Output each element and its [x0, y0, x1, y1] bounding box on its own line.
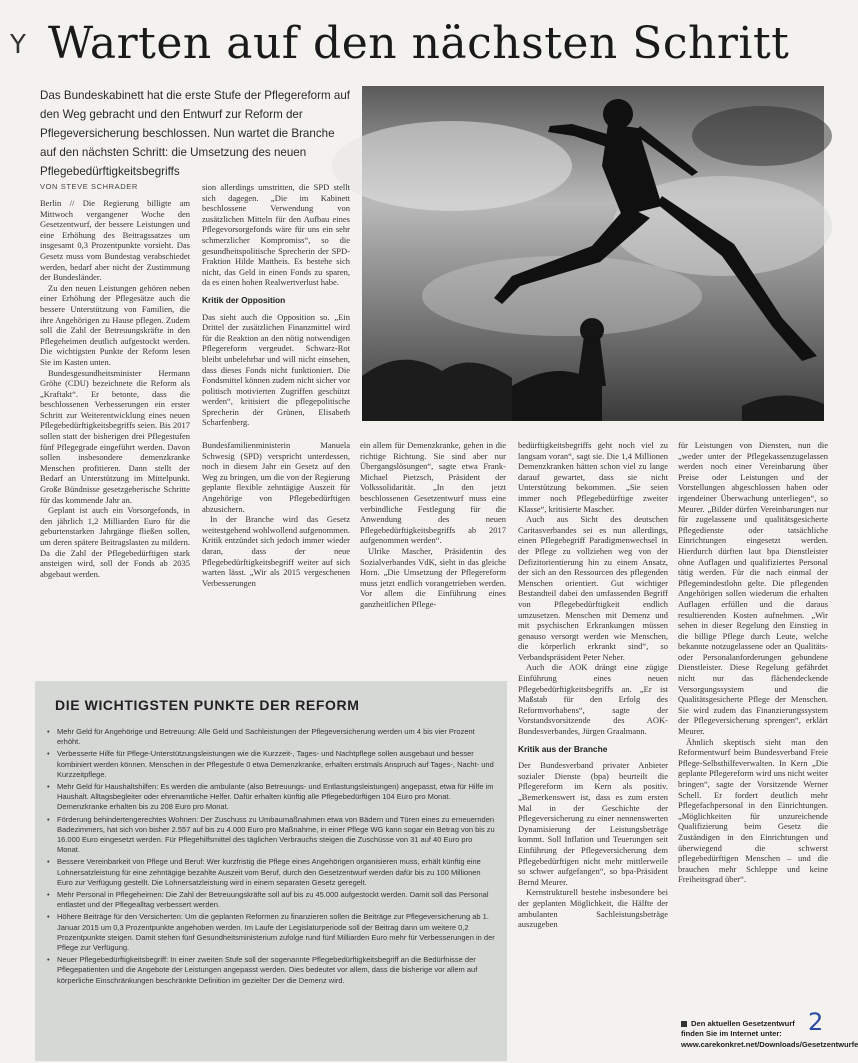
- box-title: DIE WICHTIGSTEN PUNKTE DER REFORM: [55, 697, 360, 713]
- list-item: • Förderung behindertengerechtes Wohnen: Der Zuschuss zu Umbaumaßnahmen etwa von Bädern und Türen eines zu erneuernden Badezimmers, hat sich von bisher 2.557 auf bis zu 4.000 Euro pro Maßnahme, in einer Pflege WG kann sogar ein Betrag von bis zu 16.000 Euro eingesetzt werden. Für Pflegehilfsmittel des täglichen Verbrauchs steigen die Zuschüsse von 31 auf 40 Euro pro Monat.: [47, 815, 495, 856]
- list-item: • Bessere Vereinbarkeit von Pflege und Beruf: Wer kurzfristig die Pflege eines Angehörigen organisieren muss, erhält künftig eine Lohnersatzleistung für eine zehntägige bezahlte Auszeit vom Beruf, durch den Gesetzentwurf werden dafür bis zu 100 Millionen Euro zur Verfügung gestellt. Die Lohnersatzleistung wird in einem separaten Gesetz geregelt.: [47, 857, 495, 888]
- list-item: • Neuer Pflegebedürftigkeitsbegriff: In einer zweiten Stufe soll der sogenannte Pflegebedürftigkeitsbegriff an die Bedürfnisse der Pflegepatienten und die Angebote der Leistungen angepasst werden. Dies bedeutet vor allem, dass die bisherige vor allem auf körperliche Einschränkungen beschränkte Definition im gezielter Der die Demenz wird.: [47, 955, 495, 986]
- column-5: [518, 440, 668, 1060]
- column-3: [202, 440, 350, 678]
- column-1: [40, 198, 190, 678]
- subheading: Kritik aus der Branche: [518, 743, 608, 754]
- download-note-text: finden Sie im Internet unter:: [681, 1029, 782, 1039]
- silhouette-photo-icon: [362, 86, 824, 421]
- paragraph: Auch die AOK drängt eine zügige Einführung eines neuen Pflegebedürftigkeitsbegriffs an. „Er ist Maßstab für den Erfolg des Reformvorhabens“, sagte der Vorstandsvorsitzende des AOK-Bundesverbandes, Jürgen Graalmann.: [518, 662, 668, 737]
- paragraph: Der Bundesverband privater Anbieter sozialer Dienste (bpa) beurteilt die Pflegereform im Kern als positiv. „Bemerkenswert ist, dass es zum ersten Mal in der Geschichte der Pflegeversicherung zu einer nennenswerten Dynamisierung der Leistungsbeträge kommt. Soll Inflation und Teuerungen seit Einführung der Pflegeversicherung dem Pflegebedürftigen nicht mehr mittlerweile so schwer aufgefangen“, so bpa-Präsident Bernd Meurer.: [518, 760, 668, 887]
- download-url[interactable]: www.carekonkret.net/Downloads/Gesetzentwurfe: [681, 1039, 858, 1049]
- handwritten-mark: Y: [10, 30, 26, 60]
- silhouette-photo: [362, 86, 824, 421]
- paragraph: sion allerdings umstritten, die SPD stellt sich dagegen. „Die im Kabinett beschlossene Verwendung von zusätzlichen Mitteln für den Aufbau eines Pflegevorsorgefonds wäre für uns ein sehr schmerzlicher Kompromiss“, so die gesundheitspolitische Sprecherin der SPD-Fraktion Hilde Mattheis. Es bestehe sich nicht, das Geld in einen Fonds zu sparen, da es einen hohen Realwertverlust habe.: [202, 182, 350, 288]
- paragraph: Bundesgesundheitsminister Hermann Gröhe (CDU) bezeichnete die Reform als „Kraftakt“. Er betonte, dass die beschlossenen Verbesserungen ein erster Schritt zur Weiterentwicklung eines neuen Pflegebedürftigkeitsbegriffs seien. Bis 2017 sollen statt der bisherigen drei Pflegestufen fünf Pflegegrade eingeführt werden. Davon sollen insbesondere demenzkranke Menschen profitieren. Dann stellt der Bedarf an Unterstützung im Mittelpunkt. Große Bündnisse gesetzgeberische Schritte für das kommende Jahr an.: [40, 367, 190, 505]
- column-4: [360, 440, 506, 678]
- paragraph: für Leistungen von Diensten, nun die „weder unter der Pflegekassenzugelassen werden noch einer Vereinbarung über Preise oder Leistungen und der Vorstellungen abgeschlossen haben oder irgendeiner Überwachung unterliegen“, so Meurer. „Bilder dürfen Vereinbarungen nur für zugelassene und qualitätsgesicherte Pflegedienste oder tatsächliche Einrichtungen eingesetzt werden. Hierdurch dürften laut bpa Dienstleister ohne Auflagen und qualifiziertes Personal tätig werden. Für die nach einmal der Pflegemindestlohn gelte. Die pflegenden Angehörigen sollen wiederum die erhalten Auflagen erfüllen und die daraus resultierenden Kosten aufnehmen. „Wir sehen in dieser Regelung den Einstieg in die billige Pflege durch Leute, welche bekannte notzugelassene oder an Qualitäts- oder Personalanforderungen gebundene Dienstleister. Diese Regelung gefährdet nicht nur das flächendeckende Versorgungssystem und die Qualitätsgesicherte Pflege der Menschen. Sie wird zudem das Finanzierungssystem der Pflegeversicherung sprengen“, erklärt Meurer.: [678, 440, 828, 737]
- paragraph: Auch aus Sicht des deutschen Caritasverbandes sei es nun allerdings, einen Pflegebegriff Paradigmenwechsel in der Pflege zu vollziehen weg von der Defizitorientierung hin zu einem Ansatz, der sich an den Ressourcen des pflegenden Menschen orientiert. Gut wichtiger Bestandteil dabei den umfassenden Begriff von Pflegebedürftigkeit endlich umzusetzen. Menschen mit Demenz und mit psychischen Erkrankungen müssen genauso versorgt werden wie Menschen, die körperlich erkrankt sind“, so Verbandspräsident Peter Neher.: [518, 514, 668, 662]
- paragraph: Geplant ist auch ein Vorsorgefonds, in den jährlich 1,2 Milliarden Euro für die geburtenstarken Jahrgänge fließen sollen, um deren spätere Beitragslasten zu mildern. Da die Zahl der Pflegebedürftigen stark ansteigen wird, soll der Fonds ab 2035 abgebaut werden.: [40, 505, 190, 579]
- page-number: 2: [808, 1008, 824, 1036]
- lead-paragraph: Das Bundeskabinett hat die erste Stufe der Pflegereform auf den Weg gebracht und den Entwurf zur Reform der Pflegeversicherung beschlossen. Nun wartet die Branche auf den nächsten Schritt: die Umsetzung des neuen Pflegebedürftigkeitsbegriffs: [40, 89, 350, 178]
- list-item: • Mehr Geld für Haushaltshilfen: Es werden die ambulante (also Betreuungs- und Entlastungsleistungen) angepasst, etwa für Hilfe im Haushalt. Alltagsbegleiter oder ehrenamtliche Helfer. Dafür erhalten künftig alle Pflegebedürftigen 104 Euro pro Monat. Demenzkranke erhalten bis zu 208 Euro pro Monat.: [47, 782, 495, 813]
- reform-points-list: [47, 727, 495, 988]
- column-6: [678, 440, 828, 1012]
- paragraph: Berlin // Die Regierung billigte am Mittwoch vergangener Woche den Gesetzentwurf, der bessere Leistungen und eine Erhöhung des Beitragssatzes um insgesamt 0,3 Prozentpunkte vorsieht. Das Gesetz muss vom Bundestag verabschiedet werden, bedarf aber nicht der Zustimmung der Bundesländer.: [40, 198, 190, 283]
- paragraph: ein allem für Demenzkranke, gehen in die richtige Richtung. Sie sind aber nur Übergangslösungen“, sagte etwa Frank-Michael Pietzsch, Präsident der Volkssolidarität. „In den jetzt beschlossenen Gesetzentwurf muss eine verbindliche Festlegung für die Anwendung des neuen Pflegebedürftigkeitsbegriffs ab 2017 aufgenommen werden“.: [360, 440, 506, 546]
- headline: Warten auf den nächsten Schritt: [48, 18, 790, 69]
- paragraph: Ulrike Mascher, Präsidentin des Sozialverbandes VdK, sieht in das gleiche Horn. „Die Umsetzung der Pflegereform muss jetzt endlich vorangetrieben werden. Vor allem die Einführung eines ganzheitlichen Pflege-: [360, 545, 506, 609]
- list-item: • Höhere Beiträge für den Versicherten: Um die geplanten Reformen zu finanzieren sollen die Beiträge zur Pflegeversicherung ab 1. Januar 2015 um 0,3 Prozentpunkte angehoben werden. Im Laufe der Legislaturperiode soll der Beitrag dann um weitere 0,2 Prozentpunkte steigen. Damit stehen fünf Gesundheitsministerium zufolge rund fünf Milliarden Euro mehr für Verbesserungen in der Pflege zur Verfügung.: [47, 912, 495, 953]
- download-note-lead: Den aktuellen Gesetzentwurf: [691, 1019, 795, 1028]
- reform-points-box: [35, 681, 507, 1061]
- paragraph: Zu den neuen Leistungen gehören neben einer Erhöhung der Pflegesätze auch die bessere Unterstützung von Familien, die ihre Angehörigen zu Hause pflegen. Zudem soll die Zahl der Betreuungskräfte in den Pflegeheimen deutlich aufgestockt werden. Die wichtigsten Punkte der Reform lesen Sie im Kasten unten.: [40, 282, 190, 367]
- paragraph: In der Branche wird das Gesetz weitestgehend wohlwollend aufgenommen. Kritik entzündet sich jedoch immer wieder daran, dass der neue Pflegebedürftigkeitsbegriff weiter auf sich warten lässt. „Wir als 2015 vergeschenen Verbesserungen: [202, 514, 351, 588]
- paragraph: Bundesfamilienministerin Manuela Schwesig (SPD) verspricht unterdessen, noch in diesem Jahr ein Gesetz auf den Weg zu bringen, um die von der Regierung geplante flexible zehntägige Auszeit für Angehörige von Pflegebedürftigen abzusichern.: [202, 440, 350, 514]
- subheading: Kritik der Opposition: [202, 294, 286, 305]
- list-item: • Mehr Geld für Angehörige und Betreuung: Alle Geld und Sachleistungen der Pflegeversicherung werden um 4 bis vier Prozent erhöht.: [47, 727, 495, 747]
- paragraph: Ähnlich skeptisch sieht man den Reformentwurf beim Bundesverband Freie Pflege-Selbsthilfeverwalten. In Kern „Die geplante Pflegereform wird uns nicht weiter bringen“, sagte der Vorsitzende Werner Schell. Er fordert deutlich mehr Pflegefachpersonal in den Einrichtungen. „Möglichkeiten für unzureichende Qualifizierung beim Gesetz die Zuständigen in den Einrichtungen und überwiegend die schwerst pflegebedürftigen Menschen – und die brauchen mehr Schleppe und keine Freiheitsgrad über“.: [678, 736, 828, 885]
- paragraph: Kernstrukturell bestehe insbesondere bei der geplanten Möglichkeit, die Hälfte der ambulanten Sachleistungsbeträge auszugeben: [518, 887, 668, 930]
- square-bullet-icon: [681, 1021, 687, 1027]
- byline: VON STEVE SCHRADER: [40, 182, 138, 191]
- paragraph: bedürftigkeitsbegriffs geht noch viel zu langsam voran“, sagt sie. Die 1,4 Millionen Demenzkranken hätten schon viel zu lange darauf gewartet, dass sie nicht Unterstützung bekommen. „Sie seien immer noch Pflegebedürftige zweiter Klasse“, kritisierte Mascher.: [518, 440, 668, 514]
- list-item: • Verbesserte Hilfe für Pflege-Unterstützungsleistungen wie die Kurzzeit-, Tages- und Nachtpflege sollen ausgebaut und besser kombiniert werden können. Menschen in der Pflegestufe 0 etwa Demenzkranke, erhalten erstmals Anspruch auf Tages-, Nacht- und Kurzzeitpflege.: [47, 749, 495, 780]
- list-item: • Mehr Personal in Pflegeheimen: Die Zahl der Betreuungskräfte soll auf bis zu 45.000 aufgestockt werden. Damit soll das Personal entlastet und der Pflegealltag verbessert werden.: [47, 890, 495, 910]
- paragraph: Das sieht auch die Opposition so. „Ein Drittel der zusätzlichen Finanzmittel wird für die Reaktion an den nötig notwendigen Pflegereform vergeudet. Schwarz-Rot bleibt unbelehrbar und will nicht einsehen, dass dieses Fonds nicht funktioniert. Die Fondsmittel können zudem nicht sicher vor politisch motivierten Zugriffen geschützt werden“, kritisiert die pflegepolitische Sprecherin der Grünen, Elisabeth Scharfenberg.: [202, 311, 350, 428]
